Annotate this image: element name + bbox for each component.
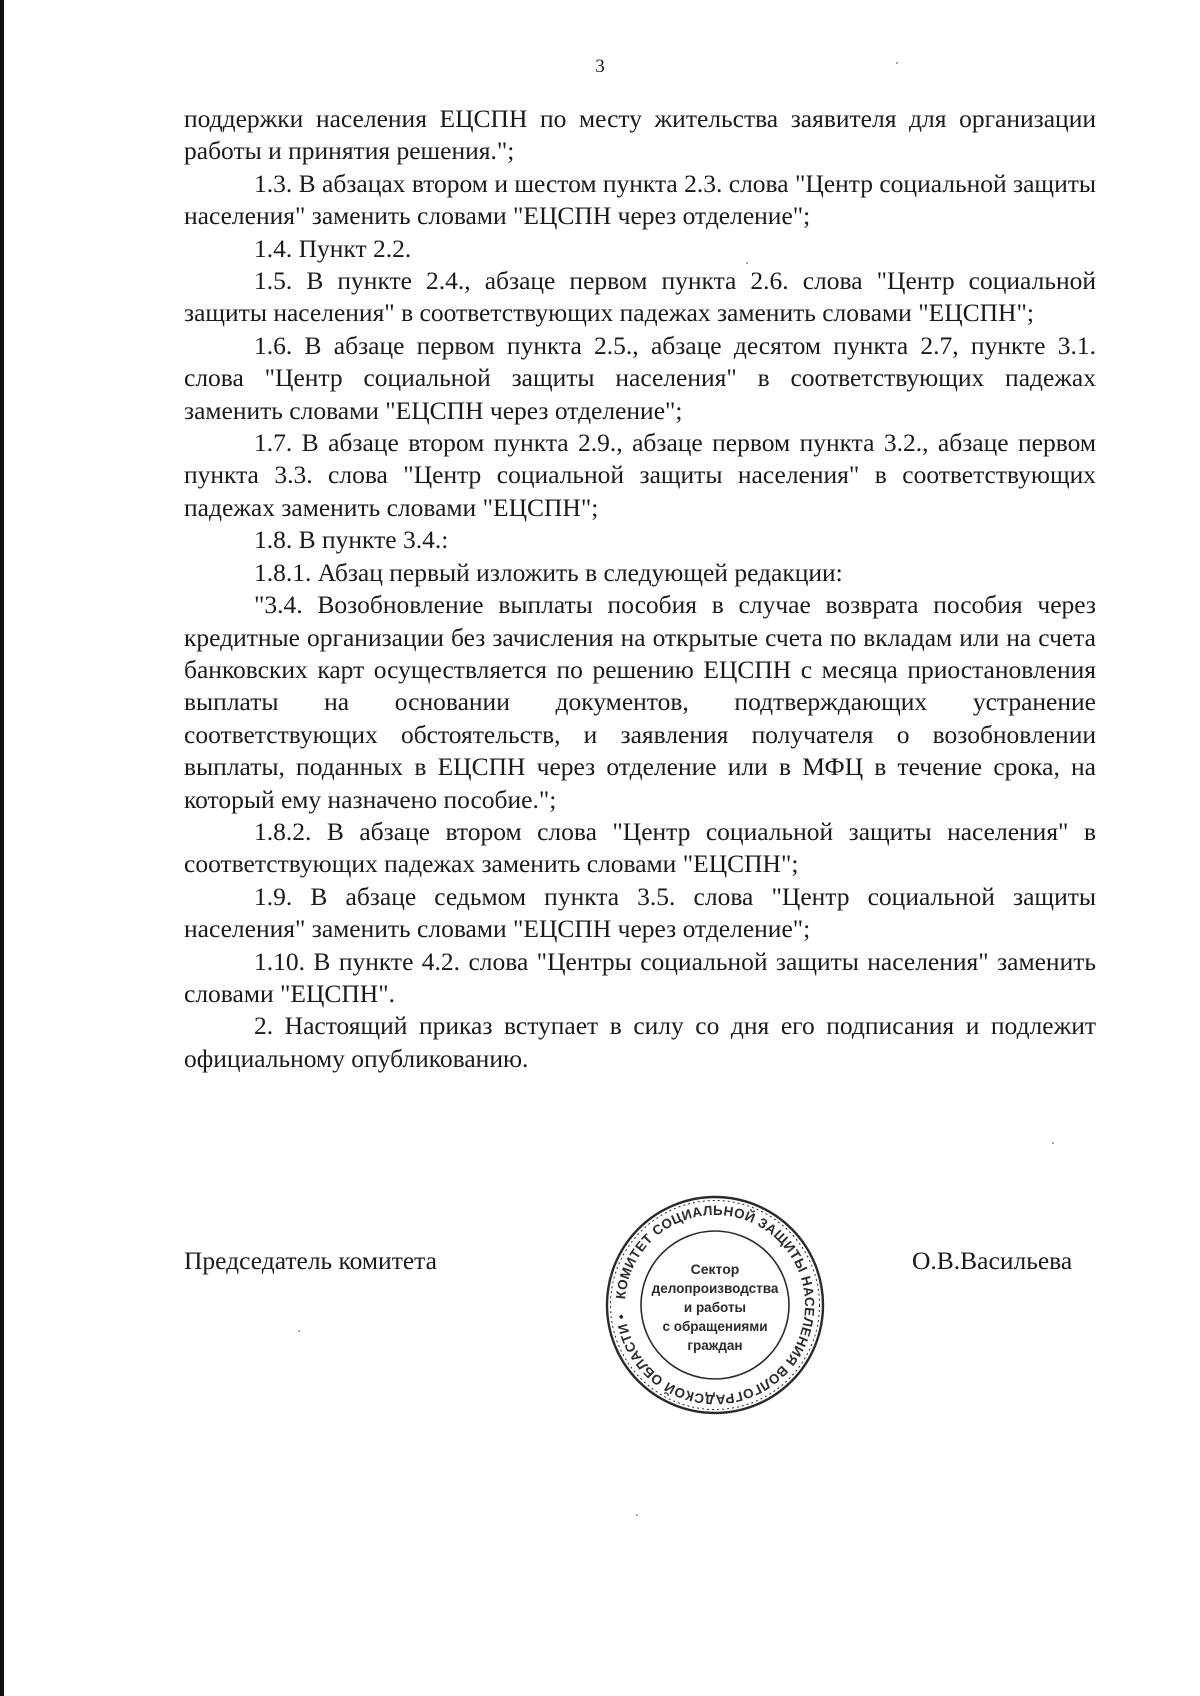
stamp-center-line: граждан bbox=[687, 1338, 743, 1353]
paragraph-1-7: 1.7. В абзаце втором пункта 2.9., абзаце первом пункта 3.2., абзаце первом пункта 3.3. слова "Центр социальной защиты населения" в соответствующих падежах заменить словами "ЕЦСПН"; bbox=[184, 428, 1096, 522]
scan-speck bbox=[298, 1330, 300, 1332]
scan-speck bbox=[636, 1514, 638, 1516]
paragraph-2: 2. Настоящий приказ вступает в силу со дня его подписания и подлежит официальному опубликованию. bbox=[184, 1011, 1096, 1073]
scan-speck bbox=[746, 262, 748, 264]
stamp-center-line: с обращениями bbox=[662, 1319, 768, 1334]
paragraph-1-4: 1.4. Пункт 2.2. bbox=[254, 233, 412, 263]
paragraph-continuation: поддержки населения ЕЦСПН по месту жительства заявителя для организации работы и принятия решения."; bbox=[184, 104, 1096, 166]
document-body bbox=[184, 103, 1096, 1075]
scan-left-edge bbox=[0, 0, 4, 1696]
scan-speck bbox=[1052, 1142, 1054, 1144]
signer-title: Председатель комитета bbox=[184, 1246, 437, 1275]
stamp-center-line: и работы bbox=[683, 1300, 747, 1315]
paragraph-1-10: 1.10. В пункте 4.2. слова "Центры социальной защиты населения" заменить словами "ЕЦСПН". bbox=[184, 946, 1096, 1008]
page-number: 3 bbox=[595, 56, 605, 77]
scan-speck bbox=[896, 62, 898, 64]
stamp-ring-text: КОМИТЕТ СОЦИАЛЬНОЙ ЗАЩИТЫ НАСЕЛЕНИЯ ВОЛГОГРАДСКОЙ ОБЛАСТИ • bbox=[613, 1202, 818, 1408]
signer-name: О.В.Васильева bbox=[912, 1246, 1073, 1275]
paragraph-quoted-3-4: "3.4. Возобновление выплаты пособия в случае возврата пособия через кредитные организации без зачисления на открытые счета по вкладам или на счета банковских карт осуществляется по решению ЕЦСПН с месяца приостановления выплаты на основании документов, подтверждающих устранение соответствующих обстоятельств, и заявления получателя о возобновлении выплаты, поданных в ЕЦСПН через отделение или в МФЦ в течение срока, на который ему назначено пособие."; bbox=[184, 590, 1096, 814]
stamp-center-line: Сектор bbox=[690, 1261, 740, 1277]
official-stamp bbox=[602, 1192, 828, 1418]
paragraph-1-5: 1.5. В пункте 2.4., абзаце первом пункта 2.6. слова "Центр социальной защиты населения" в соответствующих падежах заменить словами "ЕЦСПН"; bbox=[184, 266, 1096, 328]
stamp-center-line: делопроизводства bbox=[651, 1281, 779, 1296]
paragraph-1-8-1: 1.8.1. Абзац первый изложить в следующей редакции: bbox=[254, 557, 843, 587]
paragraph-1-8: 1.8. В пункте 3.4.: bbox=[254, 525, 449, 555]
paragraph-1-6: 1.6. В абзаце первом пункта 2.5., абзаце десятом пункта 2.7, пункте 3.1. слова "Центр социальной защиты населения" в соответствующих падежах заменить словами "ЕЦСПН через отделение"; bbox=[184, 330, 1096, 425]
paragraph-1-3: 1.3. В абзацах втором и шестом пункта 2.3. слова "Центр социальной защиты населения" заменить словами "ЕЦСПН через отделение"; bbox=[184, 168, 1096, 231]
paragraph-1-8-2: 1.8.2. В абзаце втором слова "Центр социальной защиты населения" в соответствующих падежах заменить словами "ЕЦСПН"; bbox=[184, 816, 1096, 879]
paragraph-1-9: 1.9. В абзаце седьмом пункта 3.5. слова "Центр социальной защиты населения" заменить словами "ЕЦСПН через отделение"; bbox=[184, 881, 1096, 944]
